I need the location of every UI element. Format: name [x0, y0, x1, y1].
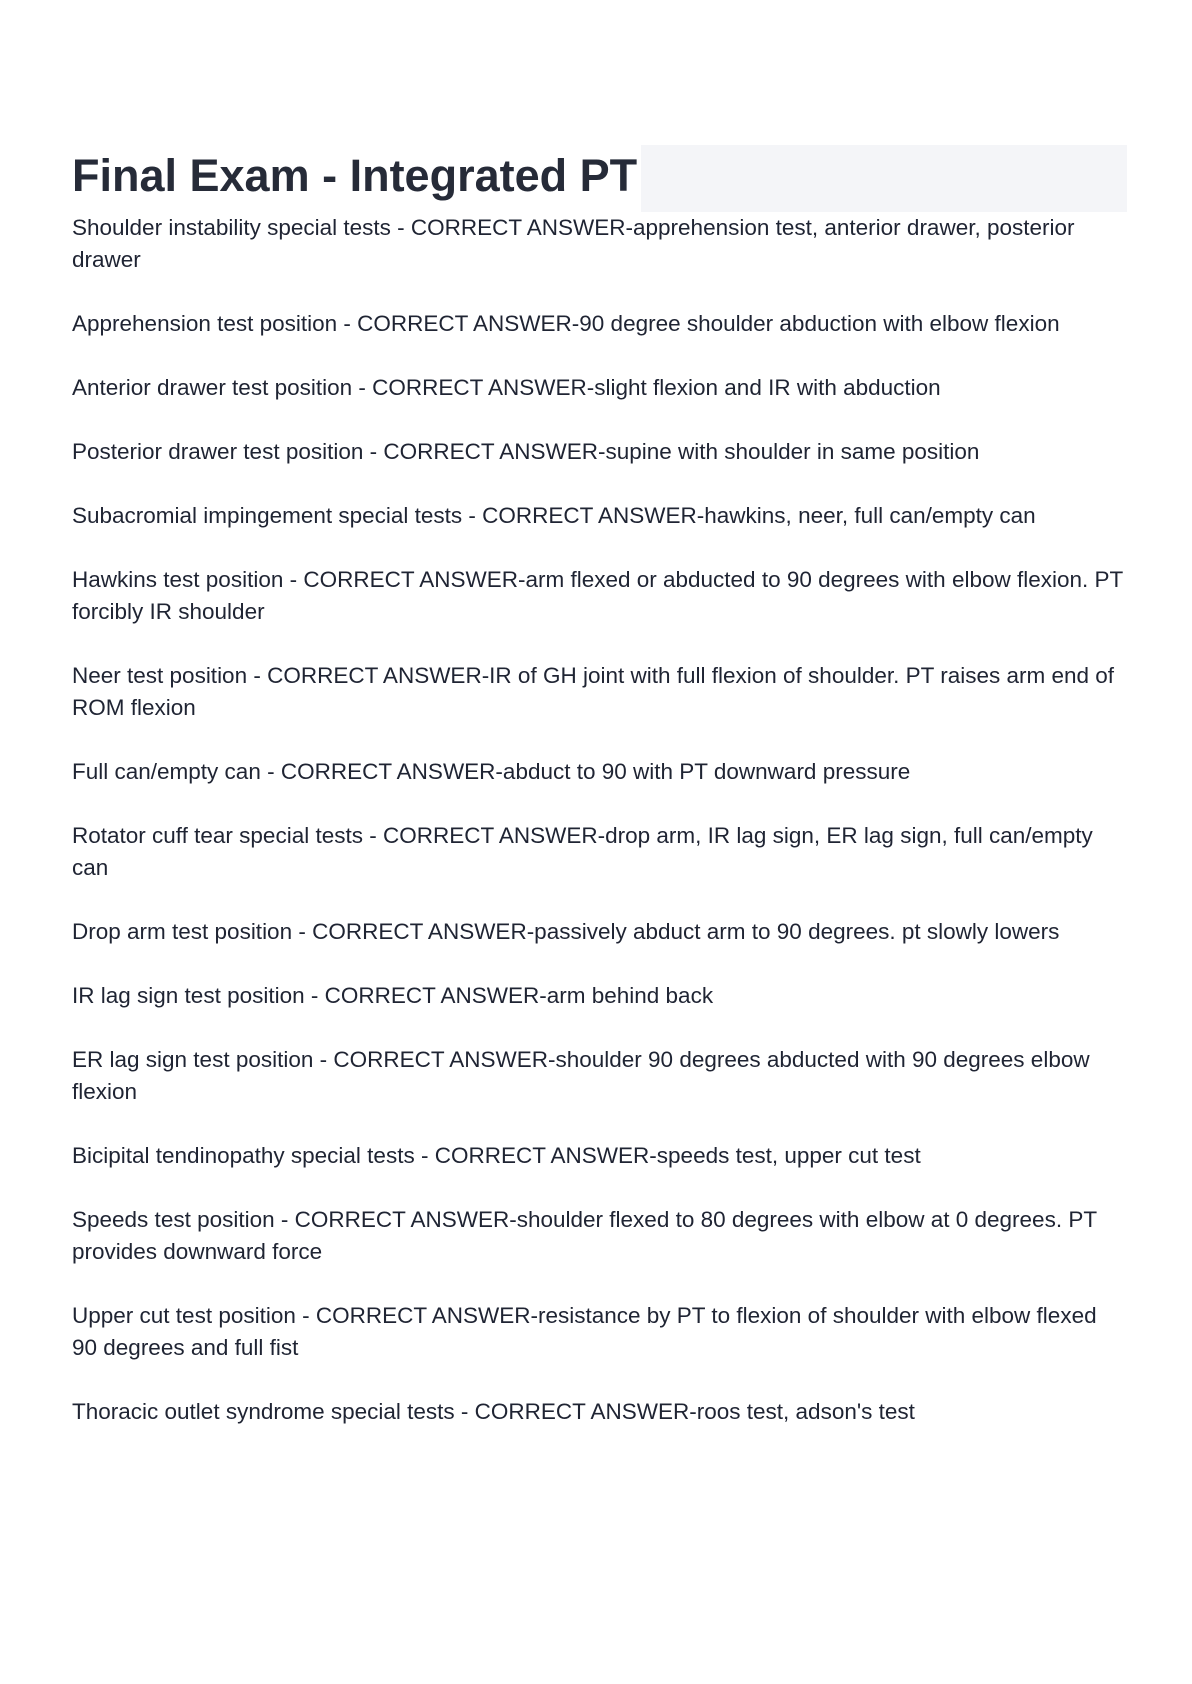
qa-item: Full can/empty can - CORRECT ANSWER-abduct to 90 with PT downward pressure	[72, 759, 911, 784]
qa-list	[72, 212, 1127, 1428]
qa-item: ER lag sign test position - CORRECT ANSWER-shoulder 90 degrees abducted with 90 degrees elbow flexion	[72, 1047, 1090, 1104]
qa-item: Apprehension test position - CORRECT ANSWER-90 degree shoulder abduction with elbow flexion	[72, 311, 1060, 336]
qa-item: Posterior drawer test position - CORRECT ANSWER-supine with shoulder in same position	[72, 439, 980, 464]
qa-item: Bicipital tendinopathy special tests - CORRECT ANSWER-speeds test, upper cut test	[72, 1143, 921, 1168]
qa-item: Subacromial impingement special tests - CORRECT ANSWER-hawkins, neer, full can/empty can	[72, 503, 1036, 528]
page-title: Final Exam - Integrated PT	[72, 145, 641, 212]
qa-item: Hawkins test position - CORRECT ANSWER-arm flexed or abducted to 90 degrees with elbow flexion. PT forcibly IR shoulder	[72, 567, 1123, 624]
qa-item: Anterior drawer test position - CORRECT ANSWER-slight flexion and IR with abduction	[72, 375, 941, 400]
qa-item: Upper cut test position - CORRECT ANSWER-resistance by PT to flexion of shoulder with elbow flexed 90 degrees and full fist	[72, 1303, 1097, 1360]
document-page	[72, 145, 1127, 1428]
qa-item: Shoulder instability special tests - CORRECT ANSWER-apprehension test, anterior drawer, posterior drawer	[72, 215, 1075, 272]
title-bar	[72, 145, 1127, 212]
qa-item: Speeds test position - CORRECT ANSWER-shoulder flexed to 80 degrees with elbow at 0 degrees. PT provides downward force	[72, 1207, 1097, 1264]
qa-item: Thoracic outlet syndrome special tests - CORRECT ANSWER-roos test, adson's test	[72, 1399, 915, 1424]
qa-item: Drop arm test position - CORRECT ANSWER-passively abduct arm to 90 degrees. pt slowly lowers	[72, 919, 1060, 944]
qa-item: Rotator cuff tear special tests - CORRECT ANSWER-drop arm, IR lag sign, ER lag sign, full can/empty can	[72, 823, 1093, 880]
qa-item: IR lag sign test position - CORRECT ANSWER-arm behind back	[72, 983, 714, 1008]
qa-item: Neer test position - CORRECT ANSWER-IR of GH joint with full flexion of shoulder. PT raises arm end of ROM flexion	[72, 663, 1115, 720]
